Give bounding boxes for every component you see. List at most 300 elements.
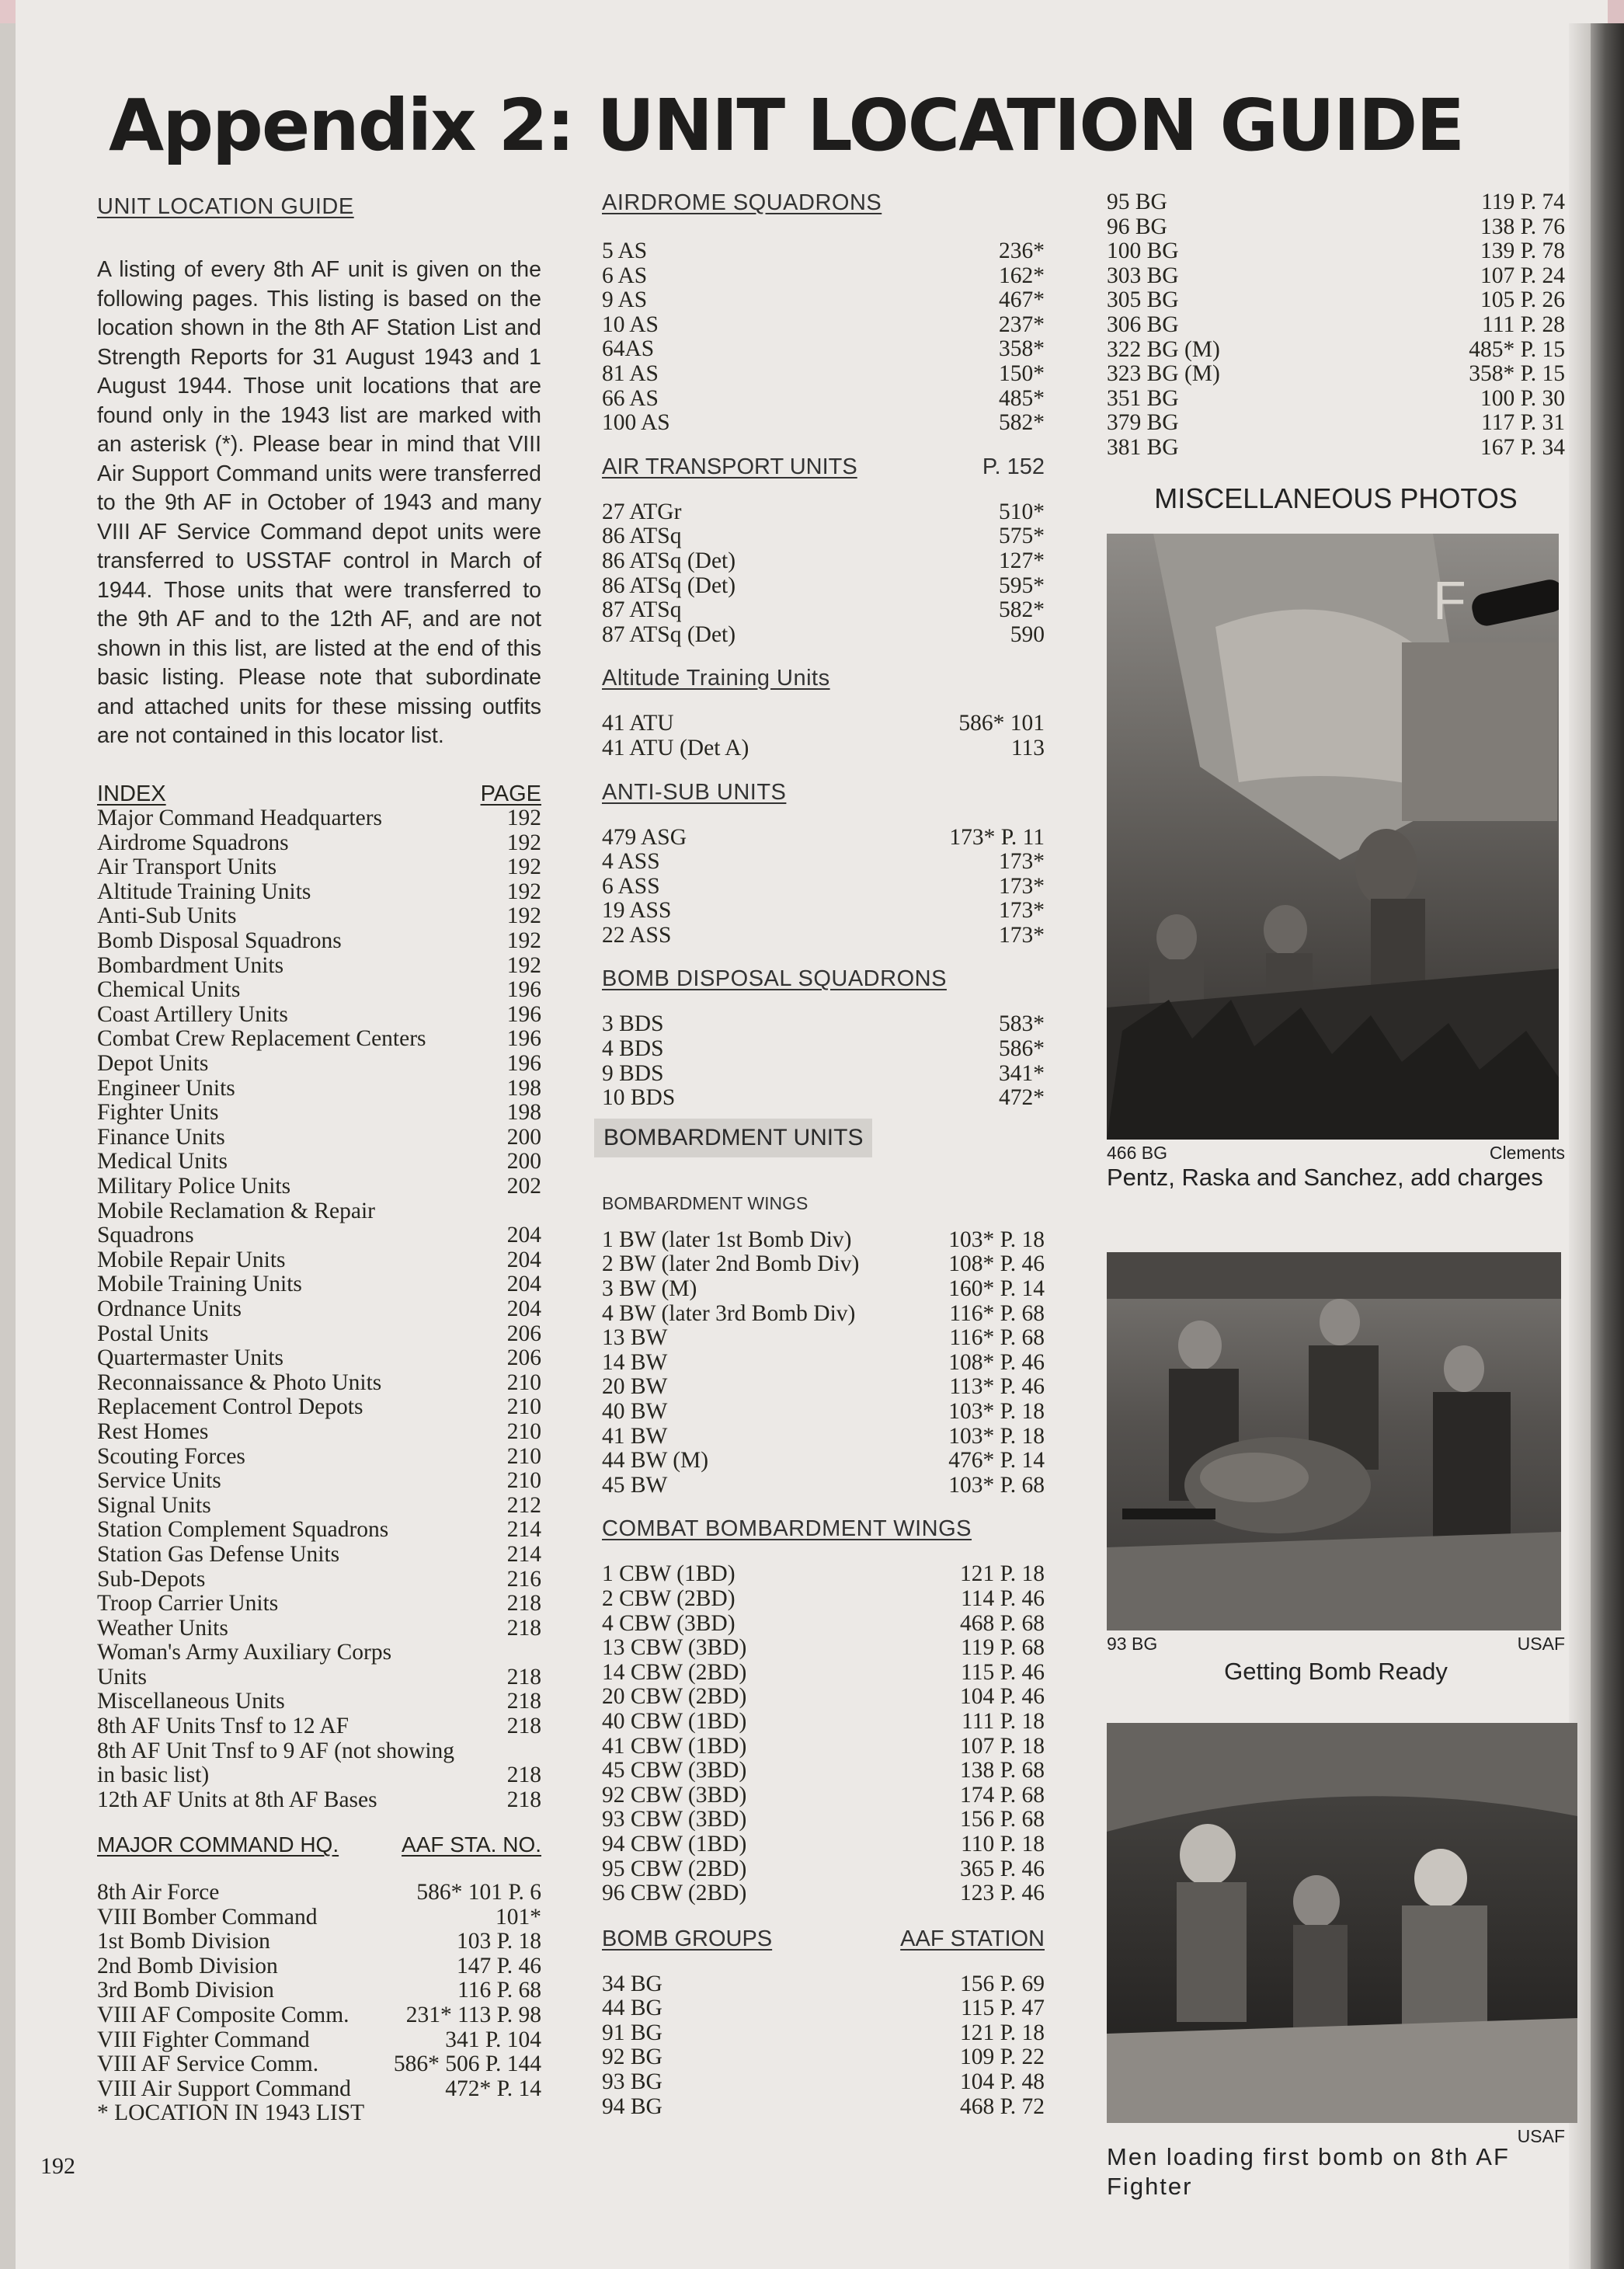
air-transport-row-label: 27 ATGr	[602, 499, 682, 524]
index-item	[97, 855, 541, 880]
wings-list	[602, 1228, 1045, 1498]
air-transport-row	[602, 574, 1045, 599]
photo2-caption: Getting Bomb Ready	[1224, 1657, 1448, 1685]
bomb-group-row	[1107, 338, 1565, 363]
airdrome-row	[602, 239, 1045, 264]
air-transport-row	[602, 623, 1045, 648]
cbw-row-value: 468 P. 68	[959, 1610, 1045, 1636]
index-item-label: 8th AF Unit Tnsf to 9 AF (not showing	[97, 1738, 455, 1763]
bomb-group-row-value: 107 P. 24	[1480, 263, 1565, 288]
index-item	[97, 806, 541, 831]
wings-heading: BOMBARDMENT WINGS	[602, 1192, 809, 1213]
index-item	[97, 1371, 541, 1396]
bomb-group-row-value: 121 P. 18	[959, 2020, 1045, 2045]
altitude-row-label: 41 ATU (Det A)	[602, 735, 749, 760]
bomb-disposal-list	[602, 1012, 1045, 1110]
altitude-row-value: 586* 101	[958, 711, 1045, 736]
cbw-row-label: 2 CBW (2BD)	[602, 1585, 735, 1611]
index-item-label: Altitude Training Units	[97, 879, 311, 904]
bomb-group-row-value: 111 P. 28	[1482, 311, 1565, 337]
cbw-row-label: 95 CBW (2BD)	[602, 1856, 747, 1881]
cbw-row-label: 94 CBW (1BD)	[602, 1831, 747, 1857]
antisub-row	[602, 924, 1045, 948]
index-page-heading: PAGE	[480, 781, 541, 806]
bomb-group-row-value: 117 P. 31	[1481, 410, 1565, 436]
bomb-disposal-row-value: 586*	[999, 1036, 1045, 1062]
index-item-label: Troop Carrier Units	[97, 1591, 279, 1616]
photo1-credit-row	[1107, 1143, 1565, 1164]
bomb-group-row-value: 104 P. 48	[959, 2069, 1045, 2095]
wing-row-label: 44 BW (M)	[602, 1448, 709, 1474]
airdrome-row	[602, 362, 1045, 387]
index-item	[97, 1027, 541, 1052]
index-item	[97, 1616, 541, 1641]
index-item-value: 192	[506, 806, 541, 831]
command-row-value: 472* P. 14	[445, 2076, 541, 2101]
wing-row	[602, 1277, 1045, 1302]
index-item-label: Mobile Training Units	[97, 1272, 302, 1297]
svg-text:F: F	[1433, 569, 1466, 631]
index-item-label: in basic list)	[97, 1763, 210, 1788]
index-item-label: Combat Crew Replacement Centers	[97, 1026, 426, 1052]
wing-row-label: 1 BW (later 1st Bomb Div)	[602, 1227, 852, 1252]
wing-row	[602, 1326, 1045, 1351]
airdrome-row-label: 66 AS	[602, 385, 659, 411]
command-row	[97, 2003, 541, 2028]
wing-row	[602, 1302, 1045, 1327]
wing-row	[602, 1425, 1045, 1449]
index-item-label: Mobile Repair Units	[97, 1247, 286, 1272]
cbw-row-value: 107 P. 18	[959, 1733, 1045, 1759]
cbw-row-value: 111 P. 18	[962, 1708, 1045, 1734]
cbw-row-value: 174 P. 68	[959, 1782, 1045, 1808]
index-item	[97, 1199, 541, 1224]
index-item-label: Medical Units	[97, 1149, 228, 1175]
index-item-value: 210	[506, 1468, 541, 1494]
index-item-label: Anti-Sub Units	[97, 903, 237, 929]
bomb-group-row-value: 105 P. 26	[1480, 287, 1565, 313]
wing-row-label: 41 BW	[602, 1423, 668, 1449]
index-item	[97, 1445, 541, 1470]
index-item-value: 198	[506, 1100, 541, 1126]
bomb-disposal-row	[602, 1086, 1045, 1111]
antisub-row-label: 19 ASS	[602, 898, 672, 924]
command-row-label: VIII Bomber Command	[97, 1904, 318, 1930]
bomb-disposal-row-value: 341*	[999, 1060, 1045, 1086]
index-item	[97, 831, 541, 856]
command-row-value: 103 P. 18	[456, 1929, 541, 1954]
wing-row-value: 108* P. 46	[948, 1251, 1045, 1277]
bomb-group-row-label: 44 BG	[602, 1996, 662, 2021]
air-transport-header	[602, 454, 1045, 480]
index-item	[97, 1518, 541, 1543]
antisub-list	[602, 826, 1045, 948]
station-number-heading: AAF STA. NO.	[402, 1832, 541, 1857]
index-item-label: Station Complement Squadrons	[97, 1517, 389, 1543]
index-item	[97, 880, 541, 905]
index-item-value: 210	[506, 1369, 541, 1395]
airdrome-row-label: 9 AS	[602, 287, 648, 313]
index-item-value: 218	[506, 1615, 541, 1641]
page-number: 192	[40, 2153, 75, 2179]
index-item-value: 196	[506, 1001, 541, 1027]
photo-bomb-ready	[1107, 1252, 1561, 1630]
wing-row-value: 476* P. 14	[948, 1448, 1045, 1474]
index-item-label: Service Units	[97, 1468, 221, 1494]
airdrome-row-label: 64AS	[602, 336, 655, 362]
bomb-group-row-label: 306 BG	[1107, 311, 1179, 337]
photo-loading-bomb	[1107, 1723, 1577, 2123]
bomb-group-row-label: 351 BG	[1107, 385, 1179, 411]
antisub-row-label: 479 ASG	[602, 824, 687, 850]
altitude-row	[602, 712, 1045, 736]
index-item-value: 206	[506, 1345, 541, 1371]
index-item-value: 204	[506, 1247, 541, 1272]
index-item-label: Mobile Reclamation & Repair	[97, 1198, 376, 1223]
antisub-row	[602, 826, 1045, 851]
command-row-label: VIII Fighter Command	[97, 2027, 310, 2052]
wing-row	[602, 1375, 1045, 1400]
wing-row-value: 103* P. 18	[948, 1423, 1045, 1449]
photo2-unit: 93 BG	[1107, 1633, 1158, 1654]
bomb-groups-header	[602, 1926, 1045, 1952]
command-row-label: 1st Bomb Division	[97, 1929, 270, 1954]
bomb-group-row	[1107, 362, 1565, 387]
index-item-label: Signal Units	[97, 1492, 211, 1518]
cbw-row-value: 114 P. 46	[961, 1585, 1045, 1611]
wing-row-value: 160* P. 14	[948, 1276, 1045, 1302]
antisub-row	[602, 850, 1045, 875]
bomb-group-row-label: 95 BG	[1107, 190, 1167, 214]
cbw-row-value: 121 P. 18	[959, 1561, 1045, 1587]
bomb-disposal-row-value: 472*	[999, 1085, 1045, 1111]
index-item	[97, 1641, 541, 1665]
bomb-disposal-row-label: 9 BDS	[602, 1060, 664, 1086]
photo1-unit: 466 BG	[1107, 1142, 1167, 1163]
bomb-group-row-value: 485* P. 15	[1469, 336, 1565, 362]
airdrome-row-value: 358*	[999, 336, 1045, 362]
bomb-group-row-label: 305 BG	[1107, 287, 1179, 313]
command-row-value: 101*	[496, 1904, 541, 1930]
air-transport-row-value: 595*	[999, 572, 1045, 598]
antisub-row	[602, 875, 1045, 900]
cbw-row	[602, 1636, 1045, 1661]
cbw-row	[602, 1808, 1045, 1832]
cbw-row-label: 40 CBW (1BD)	[602, 1708, 747, 1734]
photo2-credit-row	[1107, 1634, 1565, 1655]
index-item-value: 204	[506, 1223, 541, 1248]
intro-paragraph: A listing of every 8th AF unit is given on the following pages. This listing is based on the location shown in the 8th AF Station List and Strength Reports for 31 August 1943 and 1 August 1944. Those unit locations that are found only in the 1943 list are marked with an asterisk (*). Please bear in mind that VIII Air Support Command units were transferred to the 9th AF in October of 1943 and many VIII AF Service Command depot units were transferred to USSTAF control in March of 1944. Those units that were transferred to the 9th AF and to the 12th AF, and are not shown in this list, are listed at the end of this basic listing. Please note that subordinate and attached units for these missing outfits are not contained in this locator list.	[97, 257, 541, 748]
index-item	[97, 1297, 541, 1322]
bomb-disposal-row-value: 583*	[999, 1011, 1045, 1037]
bomb-group-row-value: 115 P. 47	[961, 1996, 1045, 2021]
index-item-value: 196	[506, 1026, 541, 1052]
command-row-value: 341 P. 104	[445, 2027, 541, 2052]
wing-row-label: 14 BW	[602, 1349, 668, 1375]
index-item	[97, 1592, 541, 1616]
cbw-heading: COMBAT BOMBARDMENT WINGS	[602, 1516, 972, 1542]
antisub-row-value: 173*	[999, 922, 1045, 948]
cbw-row-value: 156 P. 68	[959, 1807, 1045, 1832]
index-item-label: Station Gas Defense Units	[97, 1541, 340, 1567]
antisub-row-value: 173*	[999, 898, 1045, 924]
air-transport-row	[602, 549, 1045, 574]
altitude-row-label: 41 ATU	[602, 711, 674, 736]
bomb-group-row	[1107, 387, 1565, 412]
index-item	[97, 1788, 541, 1813]
cbw-row	[602, 1784, 1045, 1808]
bomb-groups-heading: BOMB GROUPS	[602, 1926, 773, 1951]
bomb-group-row-label: 100 BG	[1107, 238, 1179, 264]
cbw-row-value: 119 P. 68	[961, 1635, 1045, 1661]
index-item-value: 218	[506, 1689, 541, 1714]
index-item-label: Miscellaneous Units	[97, 1689, 285, 1714]
bomb-group-row	[1107, 215, 1565, 240]
antisub-row-value: 173*	[999, 849, 1045, 875]
index-item-label: Fighter Units	[97, 1100, 219, 1126]
photo-bomber-crew-image	[1107, 534, 1559, 1140]
index-item-value: 200	[506, 1149, 541, 1175]
bomb-group-row	[602, 1972, 1045, 1997]
major-command-list	[97, 1881, 541, 2101]
index-item-label: Airdrome Squadrons	[97, 830, 289, 855]
wing-row-label: 3 BW (M)	[602, 1276, 697, 1302]
photo2-credit: USAF	[1517, 1633, 1565, 1654]
index-item	[97, 1469, 541, 1494]
index-item-value: 206	[506, 1321, 541, 1346]
command-row	[97, 2028, 541, 2053]
command-row-value: 116 P. 68	[457, 1978, 541, 2003]
page-title: Appendix 2: UNIT LOCATION GUIDE	[109, 84, 1464, 167]
wing-row	[602, 1228, 1045, 1253]
bomb-group-row-value: 139 P. 78	[1480, 238, 1565, 264]
antisub-row-label: 6 ASS	[602, 873, 660, 899]
cbw-row-label: 92 CBW (3BD)	[602, 1782, 747, 1808]
index-item	[97, 1175, 541, 1199]
major-command-heading: MAJOR COMMAND HQ.	[97, 1832, 339, 1857]
index-item-label: 12th AF Units at 8th AF Bases	[97, 1787, 377, 1812]
cbw-list	[602, 1562, 1045, 1905]
index-item-value: 192	[506, 903, 541, 929]
command-row	[97, 2077, 541, 2102]
air-transport-row-label: 86 ATSq (Det)	[602, 572, 736, 598]
cbw-row-label: 96 CBW (2BD)	[602, 1881, 747, 1906]
airdrome-row-value: 582*	[999, 410, 1045, 436]
index-item-label: Rest Homes	[97, 1418, 209, 1444]
cbw-row	[602, 1587, 1045, 1612]
index-item-value: 216	[506, 1566, 541, 1592]
air-transport-row	[602, 524, 1045, 549]
command-row-value: 147 P. 46	[456, 1953, 541, 1978]
airdrome-row-value: 162*	[999, 263, 1045, 288]
column-right	[1107, 190, 1565, 2201]
air-transport-row-value: 510*	[999, 499, 1045, 524]
index-item-label: 8th AF Units Tnsf to 12 AF	[97, 1714, 349, 1739]
bomb-group-row-label: 322 BG (M)	[1107, 336, 1220, 362]
index-item-label: Coast Artillery Units	[97, 1001, 288, 1027]
bomb-group-row	[602, 1996, 1045, 2021]
wing-row-label: 4 BW (later 3rd Bomb Div)	[602, 1300, 856, 1326]
airdrome-row	[602, 337, 1045, 362]
index-item	[97, 1322, 541, 1347]
index-header	[97, 782, 541, 807]
cbw-row	[602, 1832, 1045, 1857]
command-row	[97, 1954, 541, 1979]
cbw-row-label: 45 CBW (3BD)	[602, 1758, 747, 1784]
air-transport-row-label: 87 ATSq	[602, 597, 682, 623]
cbw-row-label: 41 CBW (1BD)	[602, 1733, 747, 1759]
index-item-label: Postal Units	[97, 1321, 209, 1346]
photo1-caption: Pentz, Raska and Sanchez, add charges	[1107, 1163, 1543, 1191]
antisub-heading: ANTI-SUB UNITS	[602, 779, 787, 805]
index-item-value: 218	[506, 1591, 541, 1616]
index-item-label: Bombardment Units	[97, 952, 284, 978]
bomb-disposal-row	[602, 1062, 1045, 1087]
airdrome-row-label: 6 AS	[602, 263, 648, 288]
airdrome-list	[602, 239, 1045, 436]
air-transport-row-value: 575*	[999, 524, 1045, 549]
index-item-label: Scouting Forces	[97, 1443, 245, 1469]
wing-row	[602, 1449, 1045, 1474]
air-transport-row-label: 87 ATSq (Det)	[602, 621, 736, 647]
index-item	[97, 1543, 541, 1568]
bombardment-heading: BOMBARDMENT UNITS	[594, 1119, 872, 1157]
index-item	[97, 1248, 541, 1273]
antisub-row-label: 4 ASS	[602, 849, 660, 875]
index-item-value: 218	[506, 1714, 541, 1739]
index-item	[97, 1763, 541, 1788]
wing-row-label: 13 BW	[602, 1325, 668, 1351]
command-row-value: 231* 113 P. 98	[405, 2003, 541, 2027]
air-transport-row-value: 582*	[999, 597, 1045, 623]
airdrome-row	[602, 387, 1045, 412]
index-item-value: 218	[506, 1787, 541, 1812]
wing-row-value: 103* P. 68	[948, 1472, 1045, 1498]
column-middle	[602, 190, 1045, 2119]
cbw-row-label: 4 CBW (3BD)	[602, 1610, 735, 1636]
index-item-label: Air Transport Units	[97, 854, 277, 880]
index-item	[97, 929, 541, 954]
index-item	[97, 1665, 541, 1690]
bomb-disposal-row-label: 4 BDS	[602, 1036, 664, 1062]
cbw-row	[602, 1661, 1045, 1686]
index-item	[97, 1346, 541, 1371]
index-item	[97, 1223, 541, 1248]
command-row	[97, 2052, 541, 2077]
airdrome-row-value: 467*	[999, 287, 1045, 313]
altitude-row	[602, 736, 1045, 761]
book-edge	[1591, 23, 1624, 2269]
wing-row	[602, 1400, 1045, 1425]
bomb-group-row-label: 94 BG	[602, 2093, 662, 2119]
cbw-row	[602, 1881, 1045, 1906]
altitude-heading: Altitude Training Units	[602, 666, 830, 691]
bomb-disposal-row-label: 3 BDS	[602, 1011, 664, 1037]
bomb-group-row-label: 379 BG	[1107, 410, 1179, 436]
altitude-row-value: 113	[1010, 735, 1045, 760]
bomb-group-row-value: 167 P. 34	[1480, 434, 1565, 460]
index-item	[97, 904, 541, 929]
index-item-label: Chemical Units	[97, 977, 241, 1003]
cbw-row-value: 115 P. 46	[961, 1659, 1045, 1685]
wing-row-label: 20 BW	[602, 1374, 668, 1400]
footnote: * LOCATION IN 1943 LIST	[97, 2100, 365, 2126]
bomb-group-row	[1107, 239, 1565, 264]
airdrome-row-label: 5 AS	[602, 238, 648, 263]
command-row-label: 8th Air Force	[97, 1880, 220, 1905]
index-item-value: 204	[506, 1272, 541, 1297]
index-item-label: Bomb Disposal Squadrons	[97, 928, 342, 954]
cbw-row	[602, 1612, 1045, 1637]
index-item-label: Major Command Headquarters	[97, 806, 383, 831]
command-row-label: VIII Air Support Command	[97, 2076, 351, 2101]
photo-loading-bomb-image	[1107, 1723, 1577, 2123]
index-item	[97, 1126, 541, 1150]
command-row-label: 3rd Bomb Division	[97, 1978, 274, 2003]
bomb-group-row	[1107, 264, 1565, 289]
wing-row-value: 103* P. 18	[948, 1227, 1045, 1252]
bomb-group-row-label: 381 BG	[1107, 434, 1179, 460]
bomb-group-row	[1107, 313, 1565, 338]
airdrome-row-value: 236*	[999, 238, 1045, 263]
index-item-label: Units	[97, 1664, 147, 1690]
airdrome-row-value: 237*	[999, 311, 1045, 337]
index-item-value: 192	[506, 879, 541, 904]
command-row	[97, 1930, 541, 1954]
index-item-value: 192	[506, 952, 541, 978]
index-item	[97, 978, 541, 1003]
wing-row-label: 40 BW	[602, 1399, 668, 1424]
bomb-group-row-value: 468 P. 72	[959, 2093, 1045, 2119]
index-item	[97, 1272, 541, 1297]
bomb-group-row-label: 323 BG (M)	[1107, 361, 1220, 387]
bomb-group-row-value: 100 P. 30	[1480, 385, 1565, 411]
bomb-group-row	[602, 2045, 1045, 2070]
command-row-label: VIII AF Composite Comm.	[97, 2003, 349, 2027]
bomb-group-row-value: 358* P. 15	[1469, 361, 1565, 387]
cbw-row-value: 123 P. 46	[959, 1881, 1045, 1906]
wing-row-value: 103* P. 18	[948, 1399, 1045, 1424]
cbw-row-label: 20 CBW (2BD)	[602, 1684, 747, 1710]
index-item	[97, 1077, 541, 1101]
index-heading: INDEX	[97, 781, 166, 806]
bomb-disposal-row	[602, 1037, 1045, 1062]
antisub-row-label: 22 ASS	[602, 922, 672, 948]
major-command-header	[97, 1832, 541, 1857]
cbw-row-value: 110 P. 18	[961, 1831, 1045, 1857]
bomb-group-row	[602, 2021, 1045, 2046]
photo3-caption: Men loading first bomb on 8th AF Fighter	[1107, 2142, 1510, 2200]
cbw-row-label: 14 CBW (2BD)	[602, 1659, 747, 1685]
bomb-group-row	[1107, 190, 1565, 215]
index-item-value: 202	[506, 1174, 541, 1199]
cbw-row-value: 138 P. 68	[959, 1758, 1045, 1784]
index-item	[97, 1003, 541, 1028]
airdrome-row	[602, 313, 1045, 338]
wing-row-label: 45 BW	[602, 1472, 668, 1498]
index-item-value: 196	[506, 977, 541, 1003]
bomb-group-row-value: 109 P. 22	[959, 2045, 1045, 2070]
index-item-value: 198	[506, 1075, 541, 1101]
air-transport-list	[602, 500, 1045, 648]
index-item-value: 192	[506, 928, 541, 954]
index-item	[97, 1101, 541, 1126]
wing-row-value: 108* P. 46	[948, 1349, 1045, 1375]
index-item-value: 210	[506, 1394, 541, 1420]
index-item	[97, 1739, 541, 1764]
bomb-disposal-row-label: 10 BDS	[602, 1085, 676, 1111]
wing-row-value: 113* P. 46	[949, 1374, 1045, 1400]
